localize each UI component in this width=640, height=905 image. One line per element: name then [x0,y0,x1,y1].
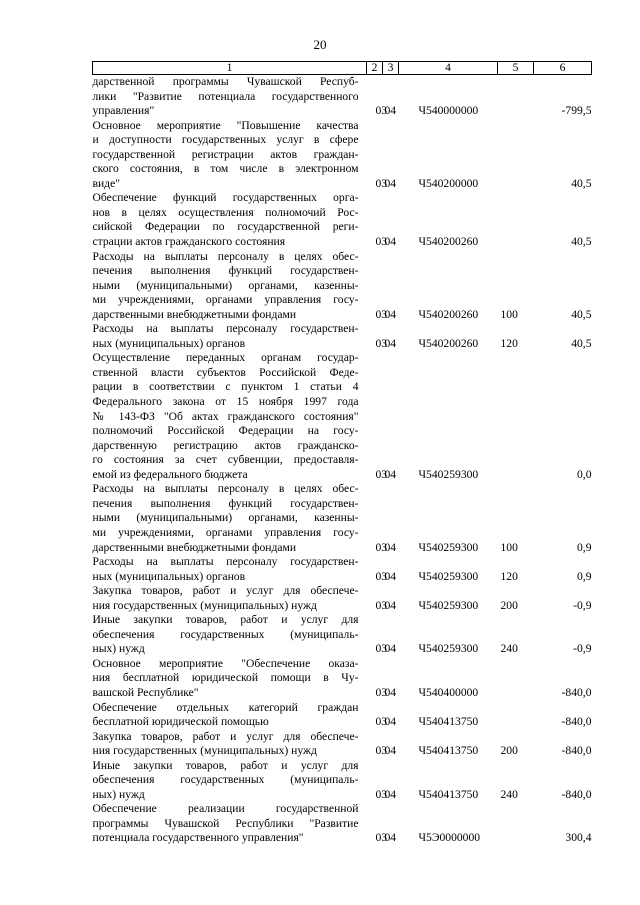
row-subsection: 04 [384,685,397,699]
row-name [93,584,367,613]
row-target-article: Ч5Э0000000 [418,831,481,845]
row-name-line: Федерального закона от 15 ноября 1997 года [92,395,359,409]
row-name [93,730,367,759]
row-name [93,250,367,323]
row-target-article: Ч540413750 [418,744,479,758]
row-name-line: и доступности государственных услуг в сфере [92,133,359,147]
row-name-line: обеспечения государственных (муниципаль- [92,627,359,641]
row-expense-type: 120 [500,569,518,583]
row-subsection: 04 [384,235,397,249]
table-body [93,75,592,846]
row-target-article: Ч540413750 [418,787,479,801]
row-name-line: дарственными внебюджетными фондами [92,307,297,321]
row-name-line: ми учреждениями, органами управления госу- [92,525,359,539]
row-name [93,322,367,351]
row-subsection: 04 [384,540,397,554]
row-target-article: Ч540400000 [418,685,479,699]
row-amount: -840,0 [561,685,592,699]
row-name [93,613,367,657]
row-name [93,802,367,846]
row-name-line: сийской Федерации по государственной реги- [92,220,359,234]
row-target-article: Ч540000000 [418,104,479,118]
table-row [93,657,592,701]
row-section: 03 [375,336,388,350]
row-section: 03 [375,598,388,612]
row-subsection: 04 [384,831,397,845]
row-target-article: Ч540259300 [418,598,479,612]
row-section: 03 [375,540,388,554]
row-amount: 0,9 [577,569,592,583]
row-subsection: 04 [384,642,397,656]
row-expense-type [498,119,534,192]
row-amount: -0,9 [573,642,592,656]
row-expense-type [498,75,534,119]
row-section: 03 [375,104,388,118]
row-amount: -840,0 [561,787,592,801]
row-amount: 300,4 [565,831,592,845]
row-name-line: ных) нужд [92,642,145,656]
row-expense-type: 100 [500,307,518,321]
row-target-article: Ч540259300 [418,540,479,554]
row-name-line: дарственными внебюджетными фондами [92,540,297,554]
row-name-line: Обеспечение отдельных категорий граждан [92,700,359,714]
row-name-line: ными (муниципальными) органами, казенны- [92,511,359,525]
row-name-line: Обеспечение функций государственных орга- [92,191,359,205]
row-expense-type [498,701,534,730]
row-target-article: Ч540200260 [418,307,479,321]
row-name-line: ния государственных (муниципальных) нужд [92,598,317,612]
table-row [93,351,592,482]
row-amount: -840,0 [561,744,592,758]
row-name-line: ского состояния, в том числе в электронном [92,162,359,176]
row-amount: -840,0 [561,715,592,729]
table-row [93,322,592,351]
row-name-line: Обеспечение реализации государственной [92,802,359,816]
table-row [93,555,592,584]
table-row [93,75,592,119]
row-name-line: Расходы на выплаты персоналу государствен- [92,555,359,569]
row-name-line: Основное мероприятие "Повышение качества [92,118,359,132]
table-row [93,802,592,846]
row-section: 03 [375,307,388,321]
row-name-line: лики "Развитие потенциала государственного [92,89,359,103]
row-name-line: бесплатной юридической помощью [92,715,269,729]
row-subsection: 04 [384,307,397,321]
row-name-line: ных) нужд [92,787,145,801]
table-row [93,250,592,323]
budget-table [92,61,592,846]
row-subsection: 04 [384,787,397,801]
row-section: 03 [375,235,388,249]
row-expense-type [498,657,534,701]
row-amount: 0,0 [577,467,592,481]
row-name [93,701,367,730]
row-target-article: Ч540200260 [418,336,479,350]
row-name-line: ния государственных (муниципальных) нужд [92,744,317,758]
row-name [93,351,367,482]
row-subsection: 04 [384,176,397,190]
row-name-line: № 143-ФЗ "Об актах гражданского состояния" [92,409,359,423]
row-amount: 40,5 [571,176,592,190]
row-name-line: управления" [92,104,155,118]
header-col-4: 4 [399,62,498,75]
row-name-line: ных (муниципальных) органов [92,336,246,350]
header-col-3: 3 [383,62,399,75]
row-name-line: обеспечения государственных (муниципаль- [92,773,359,787]
row-name-line: рации в соответствии с пунктом 1 статьи 4 [92,380,359,394]
row-name-line: ния бесплатной юридической помощи в Чу- [92,671,359,685]
row-name-line: дарственную регистрацию актов гражданско- [92,438,359,452]
row-section: 03 [375,642,388,656]
row-expense-type [498,191,534,249]
row-name-line: Закупка товаров, работ и услуг для обеспече- [92,729,359,743]
row-target-article: Ч540200260 [418,235,479,249]
row-name [93,657,367,701]
row-name-line: ными (муниципальными) органами, казенны- [92,278,359,292]
row-section: 03 [375,467,388,481]
header-col-6: 6 [534,62,592,75]
header-col-1: 1 [93,62,367,75]
row-name-line: программы Чувашской Республики "Развитие [92,816,359,830]
row-name [93,482,367,555]
row-section: 03 [375,715,388,729]
row-target-article: Ч540259300 [418,569,479,583]
row-expense-type: 240 [500,642,518,656]
row-section: 03 [375,831,388,845]
row-amount: 40,5 [571,235,592,249]
row-name [93,119,367,192]
row-target-article: Ч540413750 [418,715,479,729]
row-name-line: ми учреждениями, органами управления госу- [92,293,359,307]
row-name-line: Закупка товаров, работ и услуг для обеспече- [92,584,359,598]
row-subsection: 04 [384,715,397,729]
table-row [93,584,592,613]
row-name-line: вашской Республике" [92,685,199,699]
row-name [93,555,367,584]
row-name [93,75,367,119]
row-name-line: емой из федерального бюджета [92,467,248,481]
row-amount: 40,5 [571,336,592,350]
row-expense-type [498,802,534,846]
page-number: 20 [313,37,327,52]
row-section: 03 [375,787,388,801]
table-row [93,119,592,192]
row-name-line: виде" [92,176,120,190]
row-name-line: Осуществление переданных органам государ- [92,351,359,365]
row-name-line: го состояния за счет субвенции, предоставля- [92,453,359,467]
row-expense-type [498,351,534,482]
row-expense-type: 200 [500,744,518,758]
header-col-2: 2 [367,62,383,75]
row-amount: 0,9 [577,540,592,554]
row-expense-type: 200 [500,598,518,612]
row-name-line: Иные закупки товаров, работ и услуг для [92,613,359,627]
row-subsection: 04 [384,598,397,612]
row-name-line: дарственной программы Чувашской Респуб- [92,75,359,88]
row-expense-type: 100 [500,540,518,554]
row-name-line: Расходы на выплаты персоналу в целях обес- [92,249,359,263]
row-amount: -799,5 [561,104,592,118]
row-name-line: страции актов гражданского состояния [92,235,286,249]
row-target-article: Ч540259300 [418,467,479,481]
row-name-line: государственной регистрации актов граждан- [92,147,359,161]
table-row [93,730,592,759]
table-row [93,191,592,249]
row-name-line: печения выполнения функций государствен- [92,496,359,510]
row-amount: 40,5 [571,307,592,321]
row-name [93,191,367,249]
row-section: 03 [375,569,388,583]
table-header [93,62,592,75]
row-name-line: печения выполнения функций государствен- [92,264,359,278]
row-amount: -0,9 [573,598,592,612]
row-name-line: Иные закупки товаров, работ и услуг для [92,758,359,772]
table-row [93,759,592,803]
row-expense-type: 120 [500,336,518,350]
row-name-line: Расходы на выплаты персоналу в целях обес- [92,482,359,496]
row-name-line: нов в целях осуществления полномочий Рос- [92,205,359,219]
table-row [93,482,592,555]
row-name-line: полномочий Российской Федерации на госу- [92,424,359,438]
row-name-line: Основное мероприятие "Обеспечение оказа- [92,656,359,670]
row-subsection: 04 [384,569,397,583]
row-section: 03 [375,685,388,699]
row-section: 03 [375,744,388,758]
row-name-line: Расходы на выплаты персоналу государствен- [92,322,359,336]
row-expense-type: 240 [500,787,518,801]
row-name-line: ных (муниципальных) органов [92,569,246,583]
row-name [93,759,367,803]
table-row [93,613,592,657]
row-section: 03 [375,176,388,190]
table-row [93,701,592,730]
row-target-article: Ч540200000 [418,176,479,190]
row-subsection: 04 [384,336,397,350]
row-target-article: Ч540259300 [418,642,479,656]
row-subsection: 04 [384,467,397,481]
header-col-5: 5 [498,62,534,75]
row-name-line: потенциала государственного управления" [92,831,304,845]
row-name-line: ственной власти субъектов Российской Феде- [92,365,359,379]
row-subsection: 04 [384,744,397,758]
row-subsection: 04 [384,104,397,118]
